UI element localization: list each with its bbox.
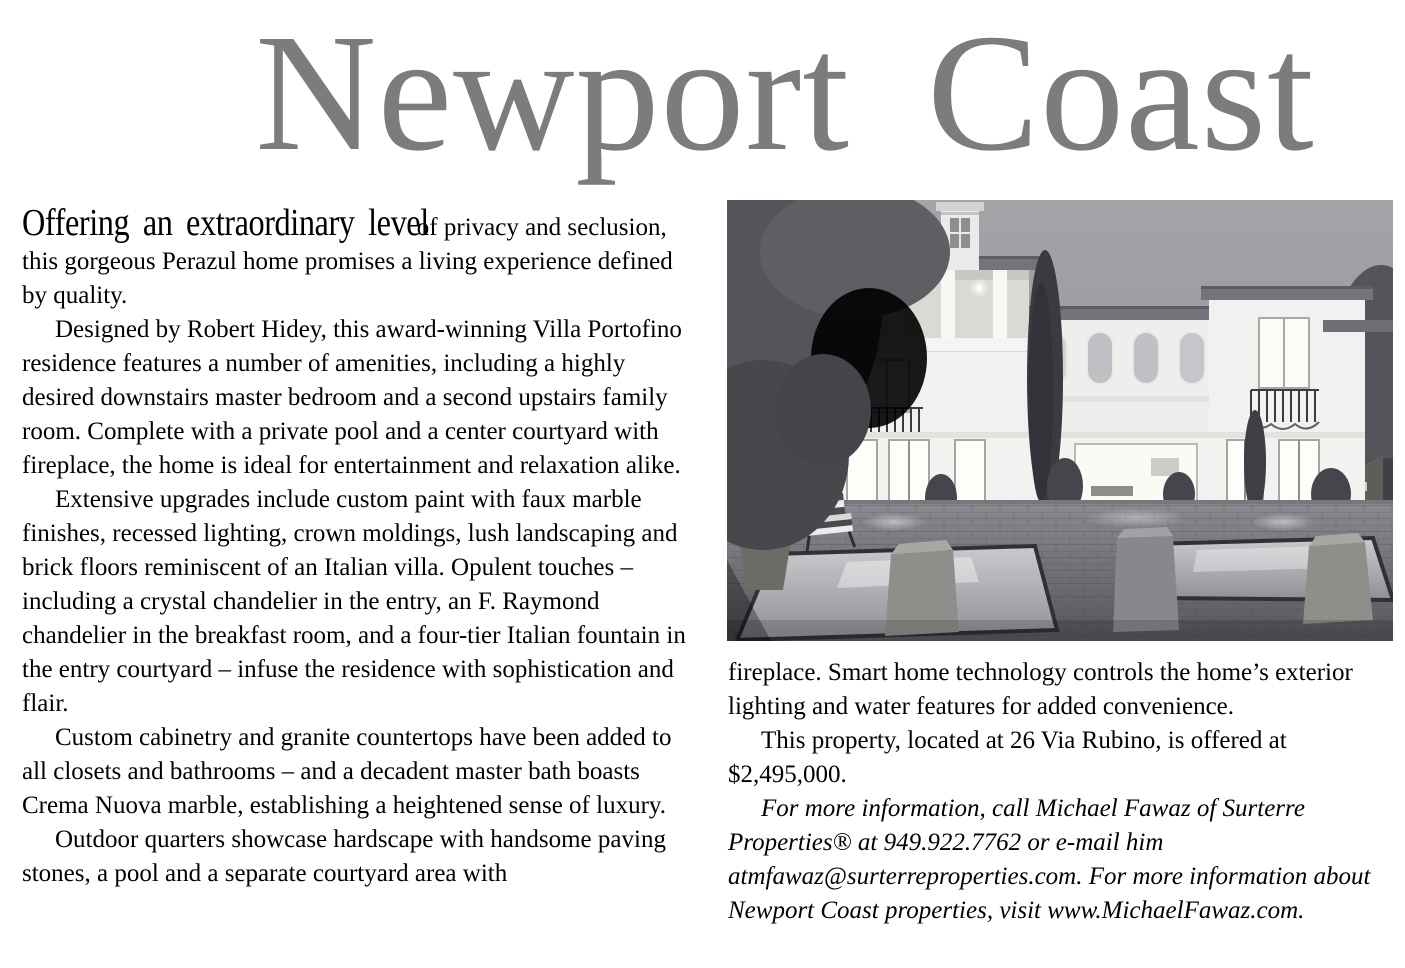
property-photo: [727, 200, 1393, 641]
masthead-title: Newport Coast: [255, 0, 1315, 186]
listing-price: $2,495,000: [728, 761, 841, 788]
design-paragraph: Designed by Robert Hidey, this award-winning Villa Portofino residence features a number of amenities, including a highly desired downstairs master bedroom and a second upstairs family room. Complete with a private pool and a center courtyard with fireplace, the home is ideal for entertainment and relaxation alike.: [22, 316, 682, 479]
email-address: atmfawaz@surterreproperties.com: [728, 863, 1077, 890]
outdoor-paragraph: Outdoor quarters showcase hardscape with handsome paving stones, a pool and a separate courtyard area with: [22, 826, 666, 887]
property-photo-art: [727, 200, 1393, 641]
interiors-paragraph: Custom cabinetry and granite countertops have been added to all closets and bathrooms – and a decadent master bath boasts Crema Nuova marble, establishing a heightened sense of luxury.: [22, 724, 672, 819]
intro-text: of privacy and seclusion, this gorgeous Perazul home promises a living experience defined by quality.: [22, 214, 673, 309]
article-right-column: [728, 656, 1396, 928]
lead-in-phrase: Offering an extraordinary level: [22, 202, 429, 244]
phone-number: 949.922.7762: [883, 829, 1022, 856]
upgrades-paragraph: Extensive upgrades include custom paint with faux marble finishes, recessed lighting, crown moldings, lush landscaping and brick floors reminiscent of an Italian villa. Opulent touches – including a crystal chandelier in the entry, an F. Raymond chandelier in the breakfast room, and a four-tier Italian fountain in the entry courtyard – infuse the residence with sophistication and flair.: [22, 486, 686, 717]
intro-paragraph: [22, 203, 698, 313]
continued-paragraph: fireplace. Smart home technology controls the home’s exterior lighting and water features for added convenience.: [728, 659, 1353, 720]
article-left-column: [22, 203, 698, 891]
website-url: www.MichaelFawaz.com: [1047, 897, 1299, 924]
price-paragraph: This property, located at 26 Via Rubino, is offered at $2,495,000.: [728, 727, 1287, 788]
property-address: 26 Via Rubino: [1010, 727, 1156, 754]
masthead: [0, 0, 1405, 200]
contact-paragraph: For more information, call Michael Fawaz of Surterre Properties® at 949.922.7762 or e-mail him atmfawaz@surterreproperties.com. For more information about Newport Coast properties, visit www.MichaelFawaz.com.: [728, 795, 1371, 924]
